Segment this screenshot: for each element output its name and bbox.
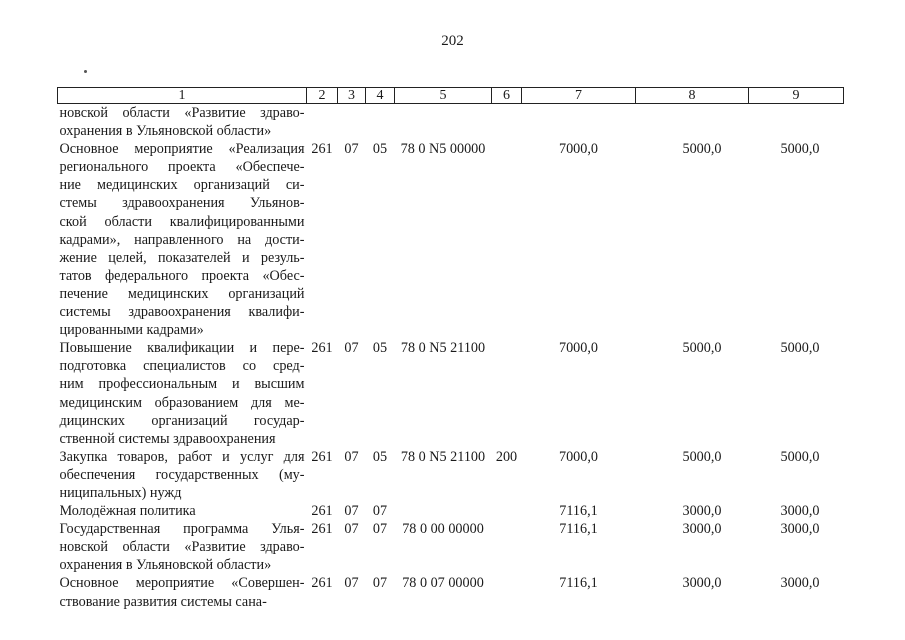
table-body [58,104,844,611]
subchapter-code: 07 [372,503,388,520]
expense-type-code [492,104,522,141]
section-code: 261 [311,340,333,357]
row-description [58,339,307,448]
expense-type-code [492,140,522,339]
amount-year-2: 3000,0 [682,575,722,592]
amount-year-1: 7116,1 [559,575,598,592]
column-header-4: 4 [366,88,395,104]
description-line: подготовка специалистов со сред- [59,358,305,375]
subchapter-code: 07 [372,575,388,592]
budget-table [57,87,844,611]
description-line: медицинским образованием для ме- [59,394,305,411]
chapter-code: 07 [344,448,359,465]
amount-year-2: 5000,0 [682,340,722,357]
amount-year-3: 5000,0 [780,141,820,158]
description-line: Основное мероприятие «Совершен- [59,575,305,592]
amount-year-1: 7116,1 [559,521,598,538]
target-article-code [395,104,492,141]
column-header-1: 1 [58,88,307,104]
row-description [58,140,307,339]
target-article-code: 78 0 07 00000 [402,575,484,592]
amount-year-2: 3000,0 [682,521,722,538]
section-code: 261 [311,141,333,158]
amount-year-3: 3000,0 [780,521,820,538]
section-code [307,104,338,141]
expense-type-code: 200 [495,448,518,465]
table-row [58,502,844,520]
amount-year-2: 5000,0 [682,448,722,465]
column-header-5: 5 [395,88,492,104]
description-line: регионального проекта «Обеспече- [59,159,305,176]
description-line: Закупка товаров, работ и услуг для [59,448,305,465]
target-article-code: 78 0 N5 00000 [400,141,486,158]
row-description [58,574,307,610]
column-header-8: 8 [636,88,749,104]
section-code: 261 [311,503,333,520]
section-code: 261 [311,521,333,538]
amount-year-3: 3000,0 [780,503,820,520]
table-row [58,448,844,502]
subchapter-code [366,104,395,141]
expense-type-code [492,339,522,448]
description-line: охранения в Ульяновской области» [59,123,272,140]
description-line: Основное мероприятие «Реализация [59,141,305,158]
header-row [58,88,844,104]
row-description [58,520,307,574]
column-header-6: 6 [492,88,522,104]
column-header-9: 9 [749,88,844,104]
column-header-3: 3 [338,88,366,104]
section-code: 261 [311,448,333,465]
row-description [58,502,307,520]
section-code: 261 [311,575,333,592]
amount-year-3: 3000,0 [780,575,820,592]
chapter-code [338,104,366,141]
amount-year-1 [522,104,636,141]
amount-year-3: 5000,0 [780,340,820,357]
chapter-code: 07 [344,575,359,592]
description-line: ствование развития системы сана- [59,593,267,610]
chapter-code: 07 [344,521,359,538]
subchapter-code: 05 [372,141,388,158]
description-line: дицинских организаций государ- [59,412,305,429]
scan-speck [84,70,87,73]
description-line: ним профессиональным и высшим [59,376,305,393]
description-line: системы здравоохранения квалифи- [59,304,305,321]
target-article-code: 78 0 00 00000 [402,521,484,538]
description-line: ниципальных) нужд [59,484,182,501]
amount-year-2: 5000,0 [682,141,722,158]
amount-year-1: 7000,0 [558,448,598,465]
column-header-7: 7 [522,88,636,104]
amount-year-3 [749,104,844,141]
table-row [58,140,844,339]
amount-year-1: 7116,1 [559,503,598,520]
description-line: печение медицинских организаций [59,285,305,302]
column-header-2: 2 [307,88,338,104]
description-line: жение целей, показателей и резуль- [59,249,305,266]
target-article-code: 78 0 N5 21100 [400,448,486,465]
description-line: татов федерального проекта «Обес- [59,267,305,284]
table-header [58,88,844,104]
amount-year-1: 7000,0 [558,340,598,357]
row-description [58,448,307,502]
amount-year-1: 7000,0 [558,141,598,158]
description-line: ственной системы здравоохранения [59,430,276,447]
description-line: стемы здравоохранения Ульянов- [59,195,305,212]
table-row [58,104,844,141]
subchapter-code: 05 [372,340,388,357]
description-line: обеспечения государственных (му- [59,466,305,483]
amount-year-2 [636,104,749,141]
description-line: кадрами», направленного на дости- [59,231,305,248]
amount-year-2: 3000,0 [682,503,722,520]
expense-type-code [492,574,522,610]
description-line: охранения в Ульяновской области» [59,557,272,574]
description-line: Молодёжная политика [59,503,196,520]
row-description [58,104,307,141]
description-line: Государственная программа Улья- [59,521,305,538]
table-row [58,339,844,448]
chapter-code: 07 [344,141,359,158]
description-line: новской области «Развитие здраво- [59,105,305,121]
subchapter-code: 05 [372,448,388,465]
expense-type-code [492,502,522,520]
amount-year-3: 5000,0 [780,448,820,465]
target-article-code: 78 0 N5 21100 [400,340,486,357]
expense-type-code [492,520,522,574]
chapter-code: 07 [344,503,359,520]
table-row [58,574,844,610]
description-line: новской области «Развитие здраво- [59,539,305,556]
target-article-code [395,502,492,520]
page-number: 202 [441,33,464,49]
chapter-code: 07 [344,340,359,357]
description-line: цированными кадрами» [59,322,204,339]
description-line: ние медицинских организаций си- [59,177,305,194]
description-line: ской области квалифицированными [59,213,305,230]
subchapter-code: 07 [372,521,388,538]
table-row [58,520,844,574]
description-line: Повышение квалификации и пере- [59,340,305,357]
